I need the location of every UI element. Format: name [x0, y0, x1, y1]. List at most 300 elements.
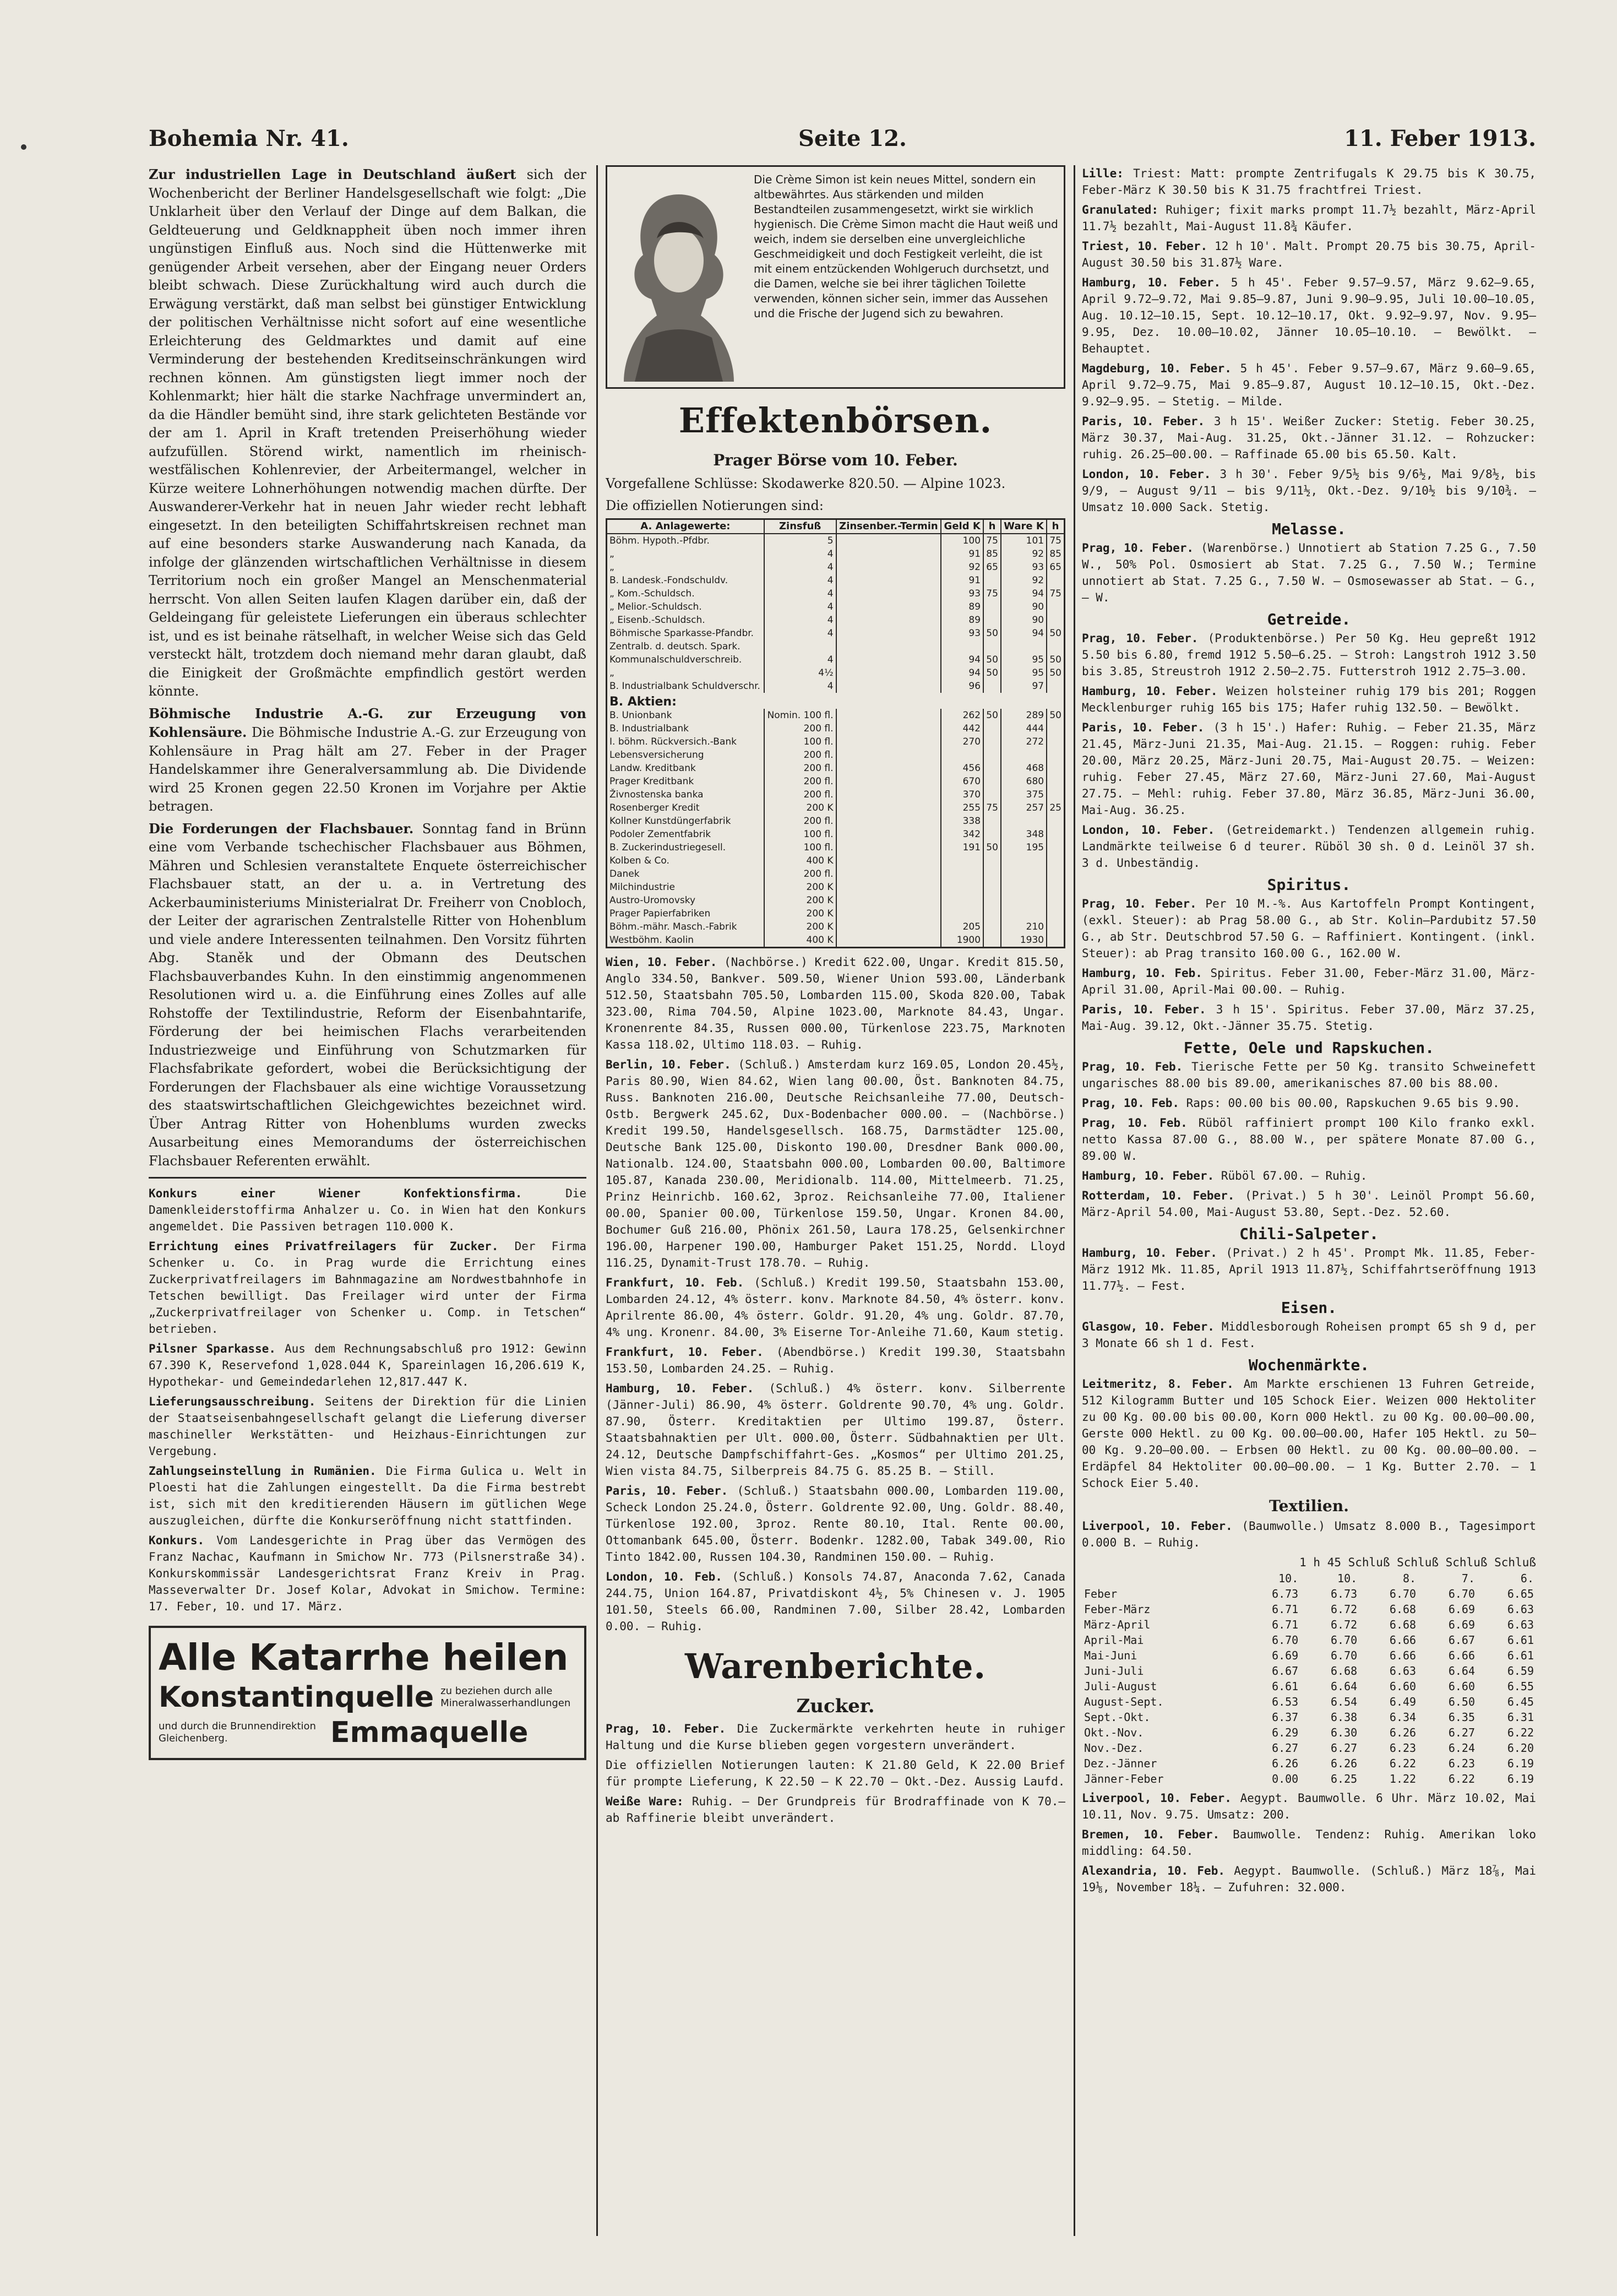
table-row — [607, 854, 1065, 867]
ad-body: Die Crème Simon ist kein neues Mittel, sondern ein altbewährtes. Aus stärkenden und milden Bestandteilen zusammengesetzt, wirkt sie wirklich hygienisch. Die Crème Simon macht die Haut weiß und weich, indem sie derselben eine unvergleichliche Geschmeidigkeit und doch Festigkeit verleiht, die ist mit einem entzückenden Wohlgeruch durchsetzt, und die Damen, welche sie bei ihrer täglichen Toilette verwenden, können sicher sein, immer das Aussehen und die Frische der Jugend sich zu bewahren. — [754, 173, 1058, 320]
table-cell — [836, 815, 941, 828]
table-cell: Austro-Uromovsky — [607, 894, 764, 907]
table-cell: 89 — [941, 600, 983, 614]
table-cell: 50 — [983, 653, 1001, 666]
price-header: 10. — [1278, 1571, 1299, 1585]
price-cell: 1.22 — [1389, 1772, 1417, 1785]
notice-item-text: Seitens der Direktion für die Linien der Staatseisenbahngesellschaft gelangt die Lieferung diverser maschineller Werkstätten- und Heizhaus-Einrichtungen zur Vergebung. — [149, 1395, 586, 1458]
price-cell: 6.67 — [1272, 1664, 1299, 1678]
market-report-lead: Hamburg, 10. Feber. — [606, 1382, 769, 1395]
sugar-market-report-lead: Triest, 10. Feber. — [1082, 240, 1215, 253]
table-row — [607, 722, 1065, 735]
commodity-report-lead: Leitmeritz, 8. Feber. — [1082, 1377, 1244, 1391]
table-cell: 92 — [1001, 574, 1047, 587]
table-cell — [1001, 854, 1047, 867]
table-cell: 200 fl. — [764, 788, 836, 801]
table-group-label: B. Aktien: — [607, 693, 1065, 709]
cotton-report-lead: Alexandria, 10. Feb. — [1082, 1864, 1234, 1877]
price-cell: 6.70 — [1272, 1633, 1299, 1647]
table-cell — [836, 722, 941, 735]
table-cell: 50 — [983, 666, 1001, 680]
table-cell — [836, 735, 941, 748]
table-cell: 85 — [1047, 547, 1064, 561]
textil-intro-lead: Liverpool, 10. Feber. — [1082, 1519, 1233, 1533]
ad-headline: Alle Katarrhe heilen — [159, 1636, 569, 1679]
table-cell: 200 fl. — [764, 815, 836, 828]
price-cell: 6.26 — [1389, 1725, 1417, 1739]
cotton-price-table — [1082, 1571, 1536, 1787]
table-cell: Lebensversicherung — [607, 748, 764, 762]
table-cell — [1047, 614, 1064, 627]
table-cell — [1047, 762, 1064, 775]
notice-item-lead: Errichtung eines Privatfreilagers für Zucker. — [149, 1240, 515, 1253]
table-row — [607, 680, 1065, 693]
commodity-report-text: Per 10 M.-%. Aus Kartoffeln Prompt Kontingent, (exkl. Steuer): ab Prag 58.00 G., ab Str. Kolin—Pardubitz 57.50 G., ab Str. Deutschbrod 57.50 G. — Raffiniert. Kontingent. (inkl. Steuer): ab Prag transito 160.00 G., 162.00 W. — [1082, 897, 1536, 960]
sugar-report — [606, 1793, 1065, 1826]
sugar-market-report-text: 3 h 15'. Weißer Zucker: Stetig. Feber 30.25, März 30.37, Mai-Aug. 31.25, Okt.-Jänner 31.12. — Rohzucker: ruhig. 26.25—00.00. — Raffinade 65.00 bis 65.50. Kalt. — [1082, 415, 1536, 461]
table-cell: „ Eisenb.-Schuldsch. — [607, 614, 764, 627]
price-cell: 6.70 — [1389, 1587, 1417, 1600]
table-cell: 200 fl. — [764, 762, 836, 775]
market-report-lead: Wien, 10. Feber. — [606, 956, 725, 969]
header-left: Bohemia Nr. 41. — [149, 126, 349, 151]
table-cell: 200 K — [764, 801, 836, 815]
price-cell: Okt.-Nov. — [1084, 1725, 1144, 1739]
table-cell — [836, 547, 941, 561]
price-cell: 6.67 — [1448, 1633, 1475, 1647]
table-cell — [1047, 775, 1064, 788]
table-cell: Landw. Kreditbank — [607, 762, 764, 775]
sugar-report — [606, 1720, 1065, 1754]
table-cell — [1001, 748, 1047, 762]
table-row — [607, 762, 1065, 775]
table-cell — [941, 640, 983, 653]
commodity-report-lead: Prag, 10. Feb. — [1082, 1097, 1186, 1110]
market-report — [606, 1274, 1065, 1340]
table-cell — [941, 854, 983, 867]
table-cell — [1047, 933, 1064, 948]
table-cell — [836, 748, 941, 762]
table-cell — [836, 828, 941, 841]
commodity-section-head: Fette, Oele und Rapskuchen. — [1183, 1039, 1435, 1057]
table-cell — [983, 828, 1001, 841]
table-cell — [836, 653, 941, 666]
price-cell: 6.70 — [1448, 1587, 1475, 1600]
table-cell — [836, 574, 941, 587]
table-cell: 93 — [941, 587, 983, 600]
market-report-lead: London, 10. Feb. — [606, 1570, 732, 1583]
table-cell: 670 — [941, 775, 983, 788]
table-cell — [983, 614, 1001, 627]
price-row — [1082, 1632, 1536, 1648]
sugar-market-report — [1082, 274, 1536, 357]
textil-intro-text: (Baumwolle.) Umsatz 8.000 B., Tagesimport 0.000 B. — Ruhig. — [1082, 1519, 1536, 1549]
table-cell: 200 K — [764, 920, 836, 933]
divider — [149, 1177, 586, 1179]
notice-item-lead: Lieferungsausschreibung. — [149, 1395, 325, 1408]
price-header — [1082, 1571, 1242, 1586]
table-cell — [983, 748, 1001, 762]
table-cell: Rosenberger Kredit — [607, 801, 764, 815]
page-header — [149, 126, 1536, 159]
table-cell: 93 — [1001, 561, 1047, 574]
table-cell: 75 — [1047, 587, 1064, 600]
sugar-market-report-text: 5 h 45'. Feber 9.57—9.57, März 9.62—9.65, April 9.72—9.72, Mai 9.85—9.87, Juni 9.90—9.95, Juli 10.00—10.05, Aug. 10.12—10.15, Sept. 10.12—10.17, Okt. 9.92—9.97, Nov. 9.95—9.95, Dez. 10.00—10.02, Jänner 10.05—10.10. — Bewölkt. — Behauptet. — [1082, 276, 1536, 355]
table-cell: 100 fl. — [764, 735, 836, 748]
header-right: 11. Feber 1913. — [1344, 126, 1536, 151]
table-row — [607, 801, 1065, 815]
table-cell: 90 — [1001, 600, 1047, 614]
price-cell: 6.66 — [1389, 1633, 1417, 1647]
table-row — [607, 561, 1065, 574]
price-cell: 6.61 — [1507, 1648, 1534, 1662]
price-row — [1082, 1694, 1536, 1709]
market-report — [606, 1380, 1065, 1479]
notice-item-lead: Konkurs. — [149, 1534, 217, 1547]
table-cell — [1047, 920, 1064, 933]
table-cell: B. Industrialbank — [607, 722, 764, 735]
table-cell: 25 — [1047, 801, 1064, 815]
market-report — [606, 1483, 1065, 1565]
table-cell: 94 — [941, 666, 983, 680]
table-cell: 4 — [764, 574, 836, 587]
table-cell — [983, 762, 1001, 775]
sugar-market-report-text: Ruhiger; fixit marks prompt 11.7½ bezahlt, März-April 11.7½ bezahlt, Mai-August 11.8¾ Käufer. — [1082, 203, 1536, 233]
price-cell: März-April — [1084, 1617, 1151, 1631]
price-cell: 6.30 — [1330, 1725, 1358, 1739]
table-cell — [836, 894, 941, 907]
sugar-market-report-lead: Paris, 10. Feber. — [1082, 415, 1214, 428]
cotton-report — [1082, 1826, 1536, 1859]
commodity-section-head: Eisen. — [1281, 1299, 1337, 1317]
sugar-market-report — [1082, 202, 1536, 235]
commodity-report-lead: Hamburg, 10. Feber. — [1082, 685, 1227, 698]
table-cell: 195 — [1001, 841, 1047, 854]
table-cell: B. Landesk.-Fondschuldv. — [607, 574, 764, 587]
sugar-market-report — [1082, 466, 1536, 515]
table-cell — [1047, 600, 1064, 614]
table-cell: 101 — [1001, 534, 1047, 547]
commodity-report — [1082, 965, 1536, 998]
table-cell — [983, 933, 1001, 948]
table-cell: 65 — [983, 561, 1001, 574]
sugar-market-report-lead: Granulated: — [1082, 203, 1166, 216]
table-cell: 255 — [941, 801, 983, 815]
table-cell — [1047, 881, 1064, 894]
notice-item-text: Aus dem Rechnungsabschluß pro 1912: Gewinn 67.390 K, Reservefond 1,028.044 K, Spareinlagen 16,206.619 K, Hypothekar- und Gemeindedarlehen 12,817.447 K. — [149, 1342, 586, 1388]
price-cell: 6.23 — [1389, 1741, 1417, 1755]
price-cell: 6.66 — [1389, 1648, 1417, 1662]
commodity-report-text: Raps: 00.00 bis 00.00, Rapskuchen 9.65 bis 9.90. — [1186, 1097, 1521, 1110]
table-cell — [1047, 867, 1064, 881]
textil-caption: 1 h 45 Schluß Schluß Schluß Schluß — [1299, 1555, 1536, 1569]
print-speck — [21, 144, 26, 150]
table-cell: 90 — [1001, 614, 1047, 627]
sugar-market-report — [1082, 165, 1536, 198]
commodity-report — [1082, 1059, 1536, 1092]
article-paragraph-lead: Die Forderungen der Flachsbauer. — [149, 820, 422, 837]
sugar-report-text: Die offiziellen Notierungen lauten: K 21.80 Geld, K 22.00 Brief für prompte Lieferung, K 22.50 — K 22.70 — Okt.-Dez. Aussig Laufd. — [606, 1758, 1065, 1788]
table-row — [607, 534, 1065, 547]
cotton-report-text: Baumwolle. Tendenz: Ruhig. Amerikan loko middling: 64.50. — [1082, 1827, 1536, 1858]
sugar-report-text: Die Zuckermärkte verkehrten heute in ruhiger Haltung und die Kurse blieben gegen vorgestern unverändert. — [606, 1722, 1065, 1752]
table-cell — [1047, 854, 1064, 867]
table-cell: 338 — [941, 815, 983, 828]
table-cell: Kollner Kunstdüngerfabrik — [607, 815, 764, 828]
table-cell: 91 — [941, 547, 983, 561]
table-cell: B. Unionbank — [607, 709, 764, 722]
commodity-report — [1082, 683, 1536, 716]
table-cell: 50 — [1047, 666, 1064, 680]
table-cell: Zentralb. d. deutsch. Spark. — [607, 640, 764, 653]
price-cell: 6.45 — [1507, 1695, 1534, 1708]
sugar-market-report — [1082, 238, 1536, 271]
column-3 — [1082, 165, 1536, 2236]
table-cell — [983, 788, 1001, 801]
price-cell: 6.69 — [1272, 1648, 1299, 1662]
price-cell: 6.22 — [1448, 1772, 1475, 1785]
section-subtitle: Prager Börse vom 10. Feber. — [713, 451, 958, 469]
commodity-report-lead: Prag, 10. Feber. — [1082, 897, 1206, 910]
table-row — [607, 907, 1065, 920]
commodity-report-text: Middlesborough Roheisen prompt 65 sh 9 d, per 3 Monate 66 sh 1 d. Fest. — [1082, 1320, 1536, 1350]
notice-item-lead: Pilsner Sparkasse. — [149, 1342, 285, 1355]
table-cell: 200 fl. — [764, 775, 836, 788]
table-cell — [983, 867, 1001, 881]
table-cell — [836, 881, 941, 894]
sugar-market-report-lead: Magdeburg, 10. Feber. — [1082, 362, 1240, 375]
table-cell — [836, 627, 941, 640]
article-paragraph — [149, 819, 586, 1171]
table-cell: 4 — [764, 587, 836, 600]
price-cell: Dez.-Jänner — [1084, 1756, 1157, 1770]
table-row — [607, 547, 1065, 561]
commodity-section-head: Wochenmärkte. — [1248, 1356, 1370, 1374]
table-cell: 4 — [764, 561, 836, 574]
commodity-report — [1082, 1168, 1536, 1184]
notice-item — [149, 1393, 586, 1459]
table-cell — [1047, 574, 1064, 587]
table-cell: 4 — [764, 680, 836, 693]
header-center: Seite 12. — [798, 126, 907, 151]
table-cell — [836, 640, 941, 653]
table-cell — [1001, 907, 1047, 920]
table-cell: 4 — [764, 627, 836, 640]
table-row — [607, 666, 1065, 680]
table-cell: 375 — [1001, 788, 1047, 801]
table-cell: „ — [607, 547, 764, 561]
table-cell: 94 — [941, 653, 983, 666]
table-cell — [1047, 748, 1064, 762]
notice-item — [149, 1185, 586, 1235]
table-cell: 456 — [941, 762, 983, 775]
price-cell: 6.20 — [1507, 1741, 1534, 1755]
table-cell — [1001, 815, 1047, 828]
table-cell: I. böhm. Rückversich.-Bank — [607, 735, 764, 748]
price-row — [1082, 1617, 1536, 1632]
commodity-section-head: Chili-Salpeter. — [1239, 1225, 1379, 1243]
article-paragraph-lead: Böhmische Industrie A.-G. zur Erzeugung von Kohlensäure. — [149, 705, 586, 740]
price-cell: 6.73 — [1272, 1587, 1299, 1600]
table-cell: 210 — [1001, 920, 1047, 933]
market-report-text: (Schluß.) Staatsbahn 000.00, Lombarden 119.00, Scheck London 25.24.0, Österr. Goldrente 92.00, Ung. Goldr. 88.40, Türkenlose 192.00, 3proz. Rente 80.10, Ital. Rente 00.00, Ottomanbank 645.00, Österr. Bodenkr. 1282.00, Tabak 349.00, Rio Tinto 1842.00, Russen 104.30, Randminen 150.00. — Ruhig. — [606, 1484, 1065, 1564]
table-cell: 200 K — [764, 894, 836, 907]
table-header: Geld K — [941, 519, 983, 534]
table-cell: 348 — [1001, 828, 1047, 841]
column-1 — [149, 165, 586, 2236]
market-report-lead: Frankfurt, 10. Feb. — [606, 1276, 754, 1289]
sugar-market-report-lead: Lille: — [1082, 167, 1134, 180]
price-cell: 6.50 — [1448, 1695, 1475, 1708]
price-cell: 6.61 — [1507, 1633, 1534, 1647]
textil-intro — [1082, 1518, 1536, 1551]
commodity-report — [1082, 1376, 1536, 1491]
table-cell: 191 — [941, 841, 983, 854]
price-cell: 6.22 — [1507, 1725, 1534, 1739]
table-cell: 1930 — [1001, 933, 1047, 948]
price-row — [1082, 1648, 1536, 1663]
commodity-report-text: Rüböl raffiniert prompt 100 Kilo franko exkl. netto Kassa 87.00 G., 88.00 W., per spätere Monate 87.00 G., 89.00 W. — [1082, 1116, 1536, 1163]
cotton-report — [1082, 1863, 1536, 1896]
cotton-report — [1082, 1790, 1536, 1823]
table-cell — [1047, 735, 1064, 748]
price-cell: 6.35 — [1448, 1710, 1475, 1724]
table-row — [607, 933, 1065, 948]
table-cell — [983, 894, 1001, 907]
textil-head: Textilien. — [1269, 1497, 1349, 1515]
table-cell: 289 — [1001, 709, 1047, 722]
sugar-market-report-lead: London, 10. Feber. — [1082, 468, 1220, 481]
table-cell: Danek — [607, 867, 764, 881]
article-paragraph — [149, 704, 586, 816]
cotton-report-lead: Liverpool, 10. Feber. — [1082, 1791, 1240, 1805]
price-cell: 6.19 — [1507, 1756, 1534, 1770]
table-cell: 270 — [941, 735, 983, 748]
commodity-report — [1082, 540, 1536, 606]
table-header: h — [983, 519, 1001, 534]
table-cell — [983, 735, 1001, 748]
price-cell: 6.61 — [1272, 1679, 1299, 1693]
table-cell: 92 — [1001, 547, 1047, 561]
table-cell: „ — [607, 666, 764, 680]
commodity-report-text: Spiritus. Feber 31.00, Feber-März 31.00, März-April 31.00, April-Mai 00.00. — Ruhig. — [1082, 967, 1536, 996]
sugar-market-report — [1082, 360, 1536, 410]
price-cell: 6.70 — [1330, 1633, 1358, 1647]
table-header: Zinsenber.-Termin — [836, 519, 941, 534]
sugar-report — [606, 1757, 1065, 1790]
table-cell: 94 — [1001, 587, 1047, 600]
table-cell: 97 — [1001, 680, 1047, 693]
price-cell: 6.27 — [1448, 1725, 1475, 1739]
price-cell: 6.69 — [1448, 1602, 1475, 1616]
table-cell: 257 — [1001, 801, 1047, 815]
commodity-section-head: Spiritus. — [1267, 876, 1351, 894]
table-cell: 93 — [941, 627, 983, 640]
table-cell: 89 — [941, 614, 983, 627]
table-cell — [983, 854, 1001, 867]
table-cell: 65 — [1047, 561, 1064, 574]
table-cell — [1001, 894, 1047, 907]
price-cell: 6.19 — [1507, 1772, 1534, 1785]
price-cell: 6.22 — [1389, 1756, 1417, 1770]
table-cell: Böhm.-mähr. Masch.-Fabrik — [607, 920, 764, 933]
notice-item-lead: Zahlungseinstellung in Rumänien. — [149, 1464, 386, 1478]
notice-item — [149, 1238, 586, 1337]
table-cell — [836, 666, 941, 680]
price-cell: 6.64 — [1330, 1679, 1358, 1693]
commodity-report-text: (Produktenbörse.) Per 50 Kg. Heu gepreßt 1912 5.50 bis 6.80, fremd 1912 5.50—6.25. — Stroh: Langstroh 1912 3.50 bis 3.85, Streustroh 1912 2.50—2.75. Futterstroh 1912 2.75—3.00. — [1082, 632, 1536, 678]
table-cell: „ Melior.-Schuldsch. — [607, 600, 764, 614]
table-cell — [1047, 640, 1064, 653]
article-paragraph-text: Sonntag fand in Brünn eine vom Verbande tschechischer Flachsbauer aus Böhmen, Mähren und Schlesien veranstaltete Enquete österreichischer Flachsbauer statt, an der u. a. in Vertretung des Ackerbauministeriums Ministerialrat Dr. Freiherr von Cnobloch, der Leiter der agrarischen Zentralstelle Ritter von Hohenblum und viele andere Interessenten teilnahmen. Den Vorsitz führten Abg. Staněk und der Obmann des Deutschen Flachsbauverbandes Kuhn. In den einstimmig angenommenen Resolutionen wird u. a. die Einführung eines Zolles auf alle Rohstoffe der Textilindustrie, Reform der Eisenbahntarife, Förderung der bei heimischen Flachs verarbeitenden Industriezweige und Einführung von Schutzmarken für Flachsfabrikate gefordert, wobei die Berücksichtigung der Forderungen der Flachsbauer als eine wichtige Voraussetzung des staatswirtschaftlichen Gleichgewichtes bezeichnet wird. Über Antrag Ritter von Hohenblums wurden zwecks Ausarbeitung eines Memorandums der österreichischen Flachsbauer Referenten erwählt. — [149, 821, 586, 1169]
sugar-market-report-text: 12 h 10'. Malt. Prompt 20.75 bis 30.75, April-August 30.50 bis 31.87½ Ware. — [1082, 240, 1536, 269]
commodity-report-lead: London, 10. Feber. — [1082, 823, 1226, 837]
price-cell: 6.63 — [1507, 1617, 1534, 1631]
table-cell: 262 — [941, 709, 983, 722]
table-cell: 5 — [764, 534, 836, 547]
sugar-market-report-text: 5 h 45'. Feber 9.57—9.67, März 9.60—9.65, April 9.72—9.75, Mai 9.85—9.87, August 10.12—10.15, Okt.-Dez. 9.92—9.95. — Stetig. — Milde. — [1082, 362, 1536, 408]
price-cell: Nov.-Dez. — [1084, 1741, 1144, 1755]
commodity-section-head: Melasse. — [1272, 520, 1346, 538]
table-cell: Böhmische Sparkasse-Pfandbr. — [607, 627, 764, 640]
table-cell: 50 — [983, 709, 1001, 722]
price-cell: 6.25 — [1330, 1772, 1358, 1785]
price-cell: Feber — [1084, 1587, 1118, 1600]
price-header: 10. — [1337, 1571, 1358, 1585]
table-header: Ware K — [1001, 519, 1047, 534]
table-cell — [983, 920, 1001, 933]
table-cell: 200 fl. — [764, 748, 836, 762]
price-row — [1082, 1679, 1536, 1694]
price-cell: 6.37 — [1272, 1710, 1299, 1724]
price-row — [1082, 1756, 1536, 1771]
table-cell: 200 K — [764, 881, 836, 894]
commodity-report-lead: Prag, 10. Feber. — [1082, 541, 1201, 555]
table-cell: 95 — [1001, 666, 1047, 680]
table-cell — [836, 709, 941, 722]
table-cell: 50 — [1047, 627, 1064, 640]
price-cell: 6.72 — [1330, 1617, 1358, 1631]
table-cell: 442 — [941, 722, 983, 735]
zucker-head: Zucker. — [796, 1695, 875, 1717]
table-cell: Živnostenska banka — [607, 788, 764, 801]
section-title: Effektenbörsen. — [678, 400, 993, 441]
table-cell: 4½ — [764, 666, 836, 680]
market-report — [606, 954, 1065, 1053]
price-cell: 6.34 — [1389, 1710, 1417, 1724]
table-cell — [836, 534, 941, 547]
sugar-market-report-text: 3 h 30'. Feber 9/5½ bis 9/6½, Mai 9/8½, bis 9/9, — August 9/11 — bis 9/11½, Okt.-Dez. 9/10½ bis 9/10¾. — Umsatz 10.000 Sack. Stetig. — [1082, 468, 1536, 514]
table-cell: 400 K — [764, 854, 836, 867]
table-cell — [836, 775, 941, 788]
table-cell: B. Industrialbank Schuldverschr. — [607, 680, 764, 693]
table-cell: 342 — [941, 828, 983, 841]
table-cell — [836, 680, 941, 693]
commodity-report-text: (Privat.) 5 h 30'. Leinöl Prompt 56.60, März-April 54.00, Mai-August 53.80, Sept.-Dez. 52.60. — [1082, 1189, 1536, 1219]
price-cell: 6.71 — [1272, 1602, 1299, 1616]
cotton-report-text: Aegypt. Baumwolle. (Schluß.) März 18⅞, Mai 19⅛, November 18¼. — Zufuhren: 32.000. — [1082, 1864, 1536, 1894]
table-cell: Milchindustrie — [607, 881, 764, 894]
price-header: 7. — [1461, 1571, 1475, 1585]
table-cell — [836, 587, 941, 600]
table-cell: 680 — [1001, 775, 1047, 788]
table-cell: 50 — [1047, 653, 1064, 666]
table-cell: 91 — [941, 574, 983, 587]
price-cell: 6.66 — [1448, 1648, 1475, 1662]
table-row — [607, 815, 1065, 828]
price-cell: 6.26 — [1330, 1756, 1358, 1770]
price-cell: Sept.-Okt. — [1084, 1710, 1151, 1724]
